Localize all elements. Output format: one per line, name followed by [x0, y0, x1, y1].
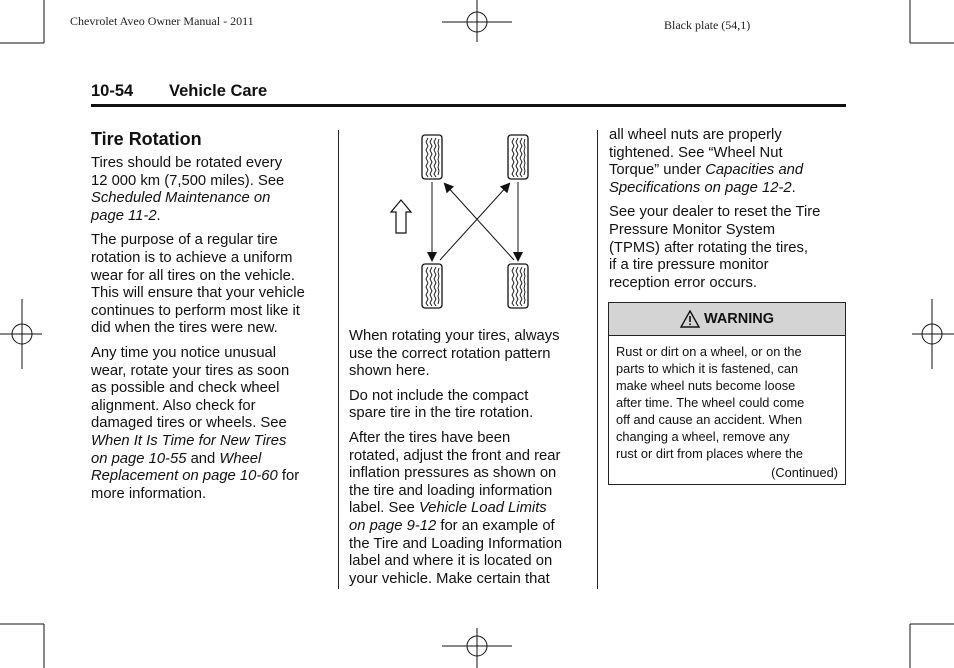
registration-mark-right	[912, 299, 954, 369]
paragraph-wheel-nut-torque: all wheel nuts are properly tightened. See “Wheel Nut Torque” under Capacities and Specifications on page 12-2.	[609, 127, 804, 196]
paragraph-rotation-pattern: When rotating your tires, always use the correct rotation pattern shown here.	[349, 328, 560, 380]
link-wheel-replacement[interactable]: Wheel Replacement on page 10-60	[91, 450, 278, 485]
paragraph-compact-spare: Do not include the compact spare tire in the tire rotation.	[349, 387, 534, 422]
arrow-rear-left-to-front-right	[440, 184, 509, 260]
warning-title: WARNING	[703, 311, 775, 327]
warning-header	[609, 303, 845, 336]
registration-mark-left	[0, 299, 42, 369]
print-header-left: Chevrolet Aveo Owner Manual - 2011	[70, 14, 254, 28]
registration-mark-top	[442, 0, 512, 42]
warning-triangle-icon	[680, 310, 700, 328]
registration-mark-bottom	[442, 628, 512, 668]
tire-rotation-diagram	[390, 132, 550, 312]
link-capacities-specifications[interactable]: Capacities and Specifications on page 12-2	[609, 162, 804, 196]
print-header-right: Black plate (54,1)	[664, 18, 751, 32]
forward-arrow-icon	[391, 200, 411, 233]
column-2	[349, 328, 594, 595]
paragraph-inflation-pressures: After the tires have been rotated, adjust the front and rear inflation pressures as shown on the tire and loading information label. See Vehicle Load Limits on page 9-12 for an example of the Tire and Loading Information label and where it is located on your vehicle. Make certain that	[349, 429, 563, 587]
paragraph-rotation-purpose: The purpose of a regular tire rotation is to achieve a uniform wear for all tires on the vehicle. This will ensure that your vehicle continues to perform most like it did when the tires were new.	[91, 232, 305, 337]
column-divider-2	[597, 130, 598, 589]
arrow-rear-right-to-front-left	[445, 184, 514, 260]
link-vehicle-load-limits[interactable]: Vehicle Load Limits on page 9-12	[349, 500, 547, 534]
warning-box	[608, 302, 846, 485]
section-title: Vehicle Care	[169, 82, 268, 100]
section-header	[91, 82, 846, 107]
warning-continued: (Continued)	[771, 465, 838, 480]
tire-icon-front-left	[422, 135, 442, 179]
tire-icon-rear-left	[422, 264, 442, 308]
column-1	[91, 128, 331, 510]
paragraph-reset-tpms: See your dealer to reset the Tire Pressure Monitor System (TPMS) after rotating the tires, if a tire pressure monitor reception error occurs.	[609, 204, 821, 291]
column-3	[609, 127, 849, 299]
link-scheduled-maintenance[interactable]: Scheduled Maintenance on page 11-2	[91, 190, 271, 224]
warning-text: Rust or dirt on a wheel, or on the parts to which it is fastened, can make wheel nuts become loose after time. The wheel could come off and cause an accident. When changing a wheel, remove any rust or dirt from places where the	[616, 344, 805, 461]
paragraph-rotation-interval: Tires should be rotated every 12 000 km (7,500 miles). See Scheduled Maintenance on page 11-2.	[91, 155, 285, 224]
paragraph-unusual-wear: Any time you notice unusual wear, rotate your tires as soon as possible and check wheel alignment. Also check for damaged tires or wheels. See When It Is Time for New Tires on page 10-55 and Wheel Replacement on page 10-60 for more information.	[91, 344, 300, 502]
column-divider-1	[338, 130, 339, 589]
page-number: 10-54	[91, 82, 134, 100]
tire-icon-front-right	[508, 135, 528, 179]
heading-tire-rotation: Tire Rotation	[91, 129, 202, 149]
tire-icon-rear-right	[508, 264, 528, 308]
link-new-tires[interactable]: When It Is Time for New Tires on page 10-55	[91, 432, 287, 467]
